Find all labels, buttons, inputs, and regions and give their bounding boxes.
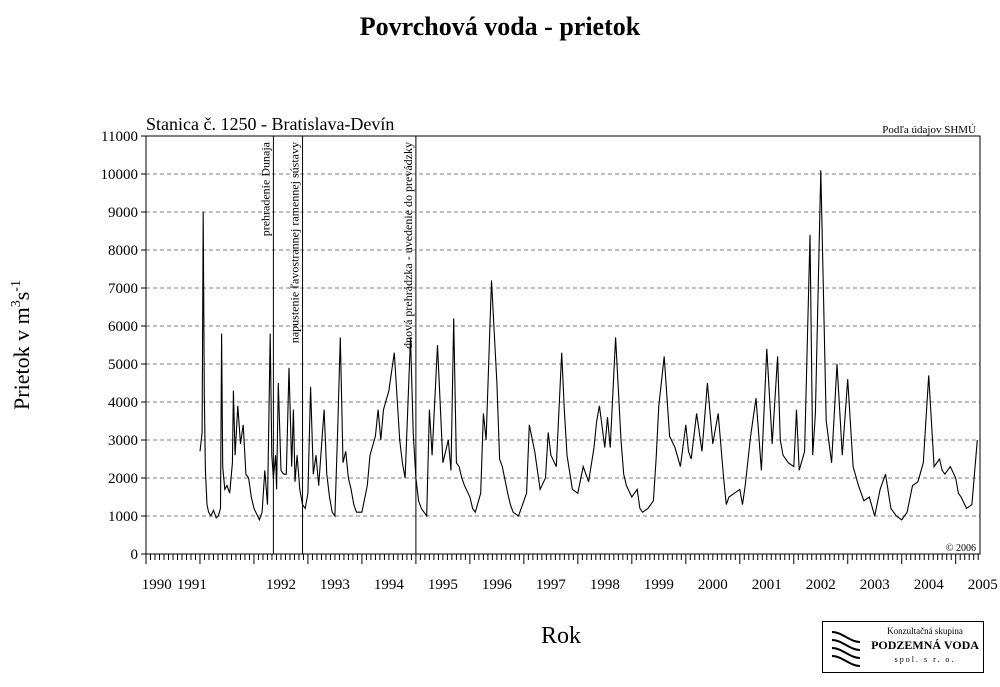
y-tick-label: 4000: [108, 395, 138, 411]
y-axis-title-mid: s: [9, 291, 34, 301]
x-tick-label: 2001: [751, 577, 782, 593]
annotation-label: napustenie ľavostrannej ramennej sústavy: [287, 142, 302, 344]
y-tick-label: 3000: [108, 433, 138, 449]
y-tick-label: 1000: [108, 509, 138, 525]
y-tick-label: 5000: [108, 357, 138, 373]
series-line-discharge: [200, 170, 977, 520]
y-axis-title: [9, 280, 34, 410]
x-tick-label: 1995: [427, 577, 458, 593]
source-note: Podľa údajov SHMÚ: [882, 124, 976, 136]
y-tick-label: 2000: [108, 471, 138, 487]
x-tick-label: 1991: [176, 577, 207, 593]
y-tick-label: 10000: [100, 167, 138, 183]
x-tick-label: 2002: [805, 577, 836, 593]
x-tick-label: 2000: [697, 577, 728, 593]
annotation-label: prehradenie Dunaja: [258, 142, 273, 237]
x-tick-label: 1998: [589, 577, 620, 593]
y-tick-label: 11000: [101, 129, 138, 145]
x-tick-label: 1999: [643, 577, 674, 593]
x-tick-label: 1990: [141, 577, 172, 593]
x-tick-label: 2004: [913, 577, 944, 593]
x-tick-label: 1993: [319, 577, 350, 593]
company-logo: [822, 621, 984, 673]
y-tick-label: 8000: [108, 243, 138, 259]
x-tick-label: 1992: [265, 577, 296, 593]
x-axis-title: Rok: [540, 623, 582, 649]
y-axis: [101, 129, 147, 563]
x-tick-label: 2005: [967, 577, 998, 593]
event-annotations: [258, 136, 416, 554]
y-tick-label: 0: [130, 547, 138, 563]
y-axis-title-main: Prietok v m: [9, 307, 34, 410]
page-title: Povrchová voda - prietok: [359, 12, 641, 41]
wave-logo-icon: [826, 626, 866, 668]
x-axis: [142, 554, 998, 593]
x-tick-label: 1994: [373, 577, 404, 593]
logo-line-3: spol. s r. o.: [894, 655, 956, 664]
x-tick-label: 1996: [481, 577, 512, 593]
logo-line-2: PODZEMNÁ VODA: [871, 638, 979, 652]
y-tick-label: 6000: [108, 319, 138, 335]
y-tick-label: 9000: [108, 205, 138, 221]
x-tick-label: 1997: [535, 577, 566, 593]
x-tick-label: 2003: [859, 577, 890, 593]
copyright-note: © 2006: [945, 543, 976, 554]
chart-subtitle: Stanica č. 1250 - Bratislava-Devín: [146, 114, 395, 134]
annotation-label: dnová prehrádzka - uvedenie do prevádzky: [400, 142, 415, 349]
y-axis-title-sup2: -1: [9, 280, 24, 292]
y-axis-title-sup1: 3: [9, 300, 24, 308]
y-tick-label: 7000: [108, 281, 138, 297]
logo-line-1: Konzultačná skupina: [887, 626, 963, 636]
